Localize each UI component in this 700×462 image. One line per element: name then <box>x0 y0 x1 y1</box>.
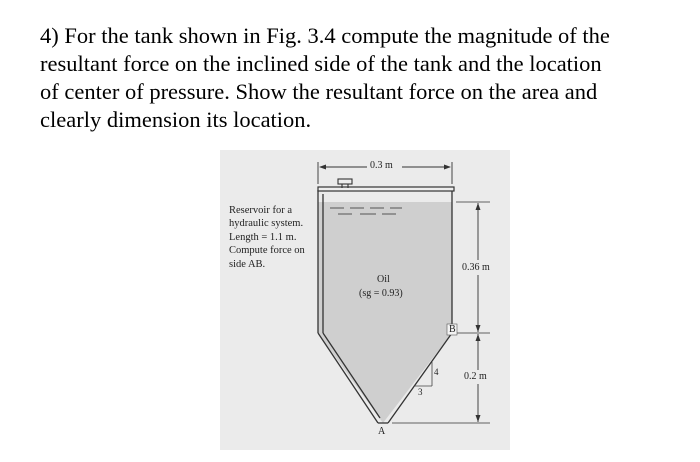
problem-line: of center of pressure. Show the resultant force on the area and <box>40 79 598 104</box>
oil-fill <box>318 202 452 423</box>
upper-height-label: 0.36 m <box>462 262 490 273</box>
caption-line: Compute force on <box>229 245 305 257</box>
point-a-label: A <box>378 426 386 437</box>
problem-statement <box>40 22 680 134</box>
tank-figure <box>220 150 510 450</box>
slope-rise-label: 4 <box>434 367 439 377</box>
caption-line: side AB. <box>229 258 266 270</box>
problem-line: resultant force on the inclined side of the tank and the location <box>40 51 602 76</box>
slope-run-label: 3 <box>418 387 423 397</box>
point-b-label: B <box>449 324 456 335</box>
fluid-name-label: Oil <box>377 274 390 285</box>
fluid-sg-label: (sg = 0.93) <box>359 288 403 299</box>
tank-drawing <box>220 150 510 450</box>
tank-lid <box>318 187 454 191</box>
figure-caption <box>229 204 329 271</box>
problem-line: 4) For the tank shown in Fig. 3.4 compute the magnitude of the <box>40 23 610 48</box>
caption-line: hydraulic system. <box>229 218 304 230</box>
width-dimension-label: 0.3 m <box>370 160 393 171</box>
lower-height-label: 0.2 m <box>464 371 487 382</box>
problem-line: clearly dimension its location. <box>40 107 312 132</box>
caption-line: Length = 1.1 m. <box>229 231 297 243</box>
caption-line: Reservoir for a <box>229 205 292 216</box>
